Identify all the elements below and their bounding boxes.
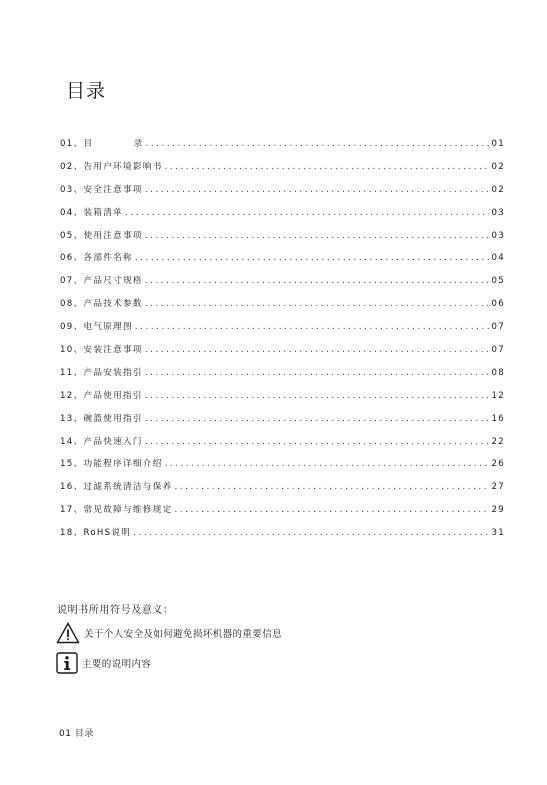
toc-entry-number: 17、: [60, 505, 84, 516]
toc-entry-number: 07、: [60, 276, 84, 287]
toc-entry-number: 08、: [60, 299, 84, 310]
page-title: 目录: [66, 80, 107, 102]
toc-dot-leader: [145, 185, 490, 195]
toc-dot-leader: [146, 139, 490, 149]
toc-dot-leader: [174, 505, 489, 515]
toc-dot-leader: [145, 368, 490, 378]
toc-entry-label: 目 录: [83, 139, 144, 149]
toc-entry-number: 14、: [60, 436, 84, 447]
toc-entry-label: 安全注意事项: [83, 184, 143, 195]
page-footer: 01 目录: [59, 729, 94, 739]
toc-entry: [60, 274, 505, 297]
toc-dot-leader: [145, 345, 490, 355]
toc-entry-page: 02: [491, 184, 505, 195]
toc-entry-number: 05、: [60, 230, 84, 241]
toc-dot-leader: [165, 162, 490, 172]
toc-entry-number: 02、: [60, 161, 84, 172]
legend-info: [56, 652, 151, 674]
legend-warning-text: 关于个人安全及如何避免损坏机器的重要信息: [84, 629, 283, 640]
toc-entry: [60, 457, 505, 480]
toc-entry-page: 31: [491, 528, 505, 539]
toc-entry-label: 产品安装指引: [83, 367, 143, 378]
toc-entry: [60, 503, 505, 526]
legend-heading: 说明书所用符号及意义：: [57, 605, 174, 616]
legend-info-text: 主要的说明内容: [82, 659, 152, 670]
toc-entry-page: 27: [491, 482, 505, 493]
toc-dot-leader: [145, 437, 490, 447]
toc-entry-label: 安装注意事项: [83, 345, 143, 356]
toc-entry-number: 03、: [60, 184, 84, 195]
toc-dot-leader: [174, 482, 489, 492]
toc-entry-page: 07: [491, 322, 505, 333]
toc-entry: [60, 251, 505, 274]
toc-dot-leader: [145, 231, 490, 241]
toc-dot-leader: [125, 208, 489, 218]
toc-entry: [60, 366, 505, 389]
toc-entry: [60, 206, 505, 229]
toc-entry: [60, 435, 505, 458]
toc-entry-number: 16、: [60, 482, 84, 493]
warning-triangle-icon: [56, 622, 80, 644]
toc-entry-label: 产品尺寸规格: [83, 276, 143, 287]
toc-entry-label: 各部件名称: [83, 253, 133, 264]
legend-warning: [56, 622, 282, 644]
toc-entry-number: 10、: [60, 345, 84, 356]
toc-entry-page: 12: [491, 390, 505, 401]
toc-dot-leader: [135, 322, 490, 332]
toc-entry-label: 常见故障与维修规定: [83, 505, 173, 516]
toc-entry-number: 04、: [60, 207, 84, 218]
toc-dot-leader: [145, 276, 490, 286]
toc-dot-leader: [145, 391, 490, 401]
toc-entry-number: 11、: [60, 367, 84, 378]
toc-entry-page: 16: [491, 413, 505, 424]
toc-entry-page: 03: [491, 230, 505, 241]
toc-entry: [60, 412, 505, 435]
toc-entry-label: 碗篮使用指引: [83, 413, 143, 424]
info-box-icon: [56, 652, 78, 674]
toc-dot-leader: [145, 414, 490, 424]
toc-entry: [60, 137, 505, 160]
toc-dot-leader: [165, 459, 490, 469]
toc-entry-page: 22: [491, 436, 505, 447]
toc-entry: [60, 229, 505, 252]
toc-entry-page: 01: [491, 139, 505, 149]
toc-entry-label: 电气原理图: [83, 322, 133, 333]
toc-entry: [60, 526, 505, 549]
toc-entry: [60, 160, 505, 183]
toc-entry-number: 13、: [60, 413, 84, 424]
table-of-contents: [60, 137, 505, 549]
toc-entry-label: 功能程序详细介绍: [83, 459, 163, 470]
toc-entry-page: 02: [491, 161, 505, 172]
toc-entry: [60, 389, 505, 412]
toc-entry-label: 产品技术参数: [83, 299, 143, 310]
toc-entry-label: 装箱清单: [83, 207, 124, 218]
toc-entry-number: 12、: [60, 390, 84, 401]
toc-entry-page: 06: [491, 299, 505, 310]
toc-entry-number: 18、: [60, 528, 84, 539]
toc-entry-number: 15、: [60, 459, 84, 470]
toc-entry-page: 04: [491, 253, 505, 264]
toc-entry-number: 09、: [60, 322, 84, 333]
toc-entry-number: 01、: [60, 139, 84, 149]
toc-entry-label: RoHS说明: [83, 528, 132, 539]
toc-entry: [60, 183, 505, 206]
toc-entry-label: 告用户环境影响书: [83, 161, 163, 172]
toc-entry-label: 过滤系统清洁与保养: [83, 482, 173, 493]
toc-entry: [60, 320, 505, 343]
toc-entry-page: 29: [491, 505, 505, 516]
toc-entry: [60, 480, 505, 503]
toc-entry-number: 06、: [60, 253, 84, 264]
toc-dot-leader: [145, 299, 490, 309]
toc-entry-page: 08: [491, 367, 505, 378]
toc-entry-label: 产品快速入门: [83, 436, 143, 447]
toc-entry-label: 使用注意事项: [83, 230, 143, 241]
toc-entry-page: 05: [491, 276, 505, 287]
toc-entry: [60, 297, 505, 320]
toc-entry-page: 07: [491, 345, 505, 356]
toc-entry-label: 产品使用指引: [83, 390, 143, 401]
toc-entry-page: 03: [491, 207, 505, 218]
toc-entry-page: 26: [491, 459, 505, 470]
toc-dot-leader: [135, 253, 490, 263]
toc-dot-leader: [133, 528, 489, 538]
toc-entry: [60, 343, 505, 366]
